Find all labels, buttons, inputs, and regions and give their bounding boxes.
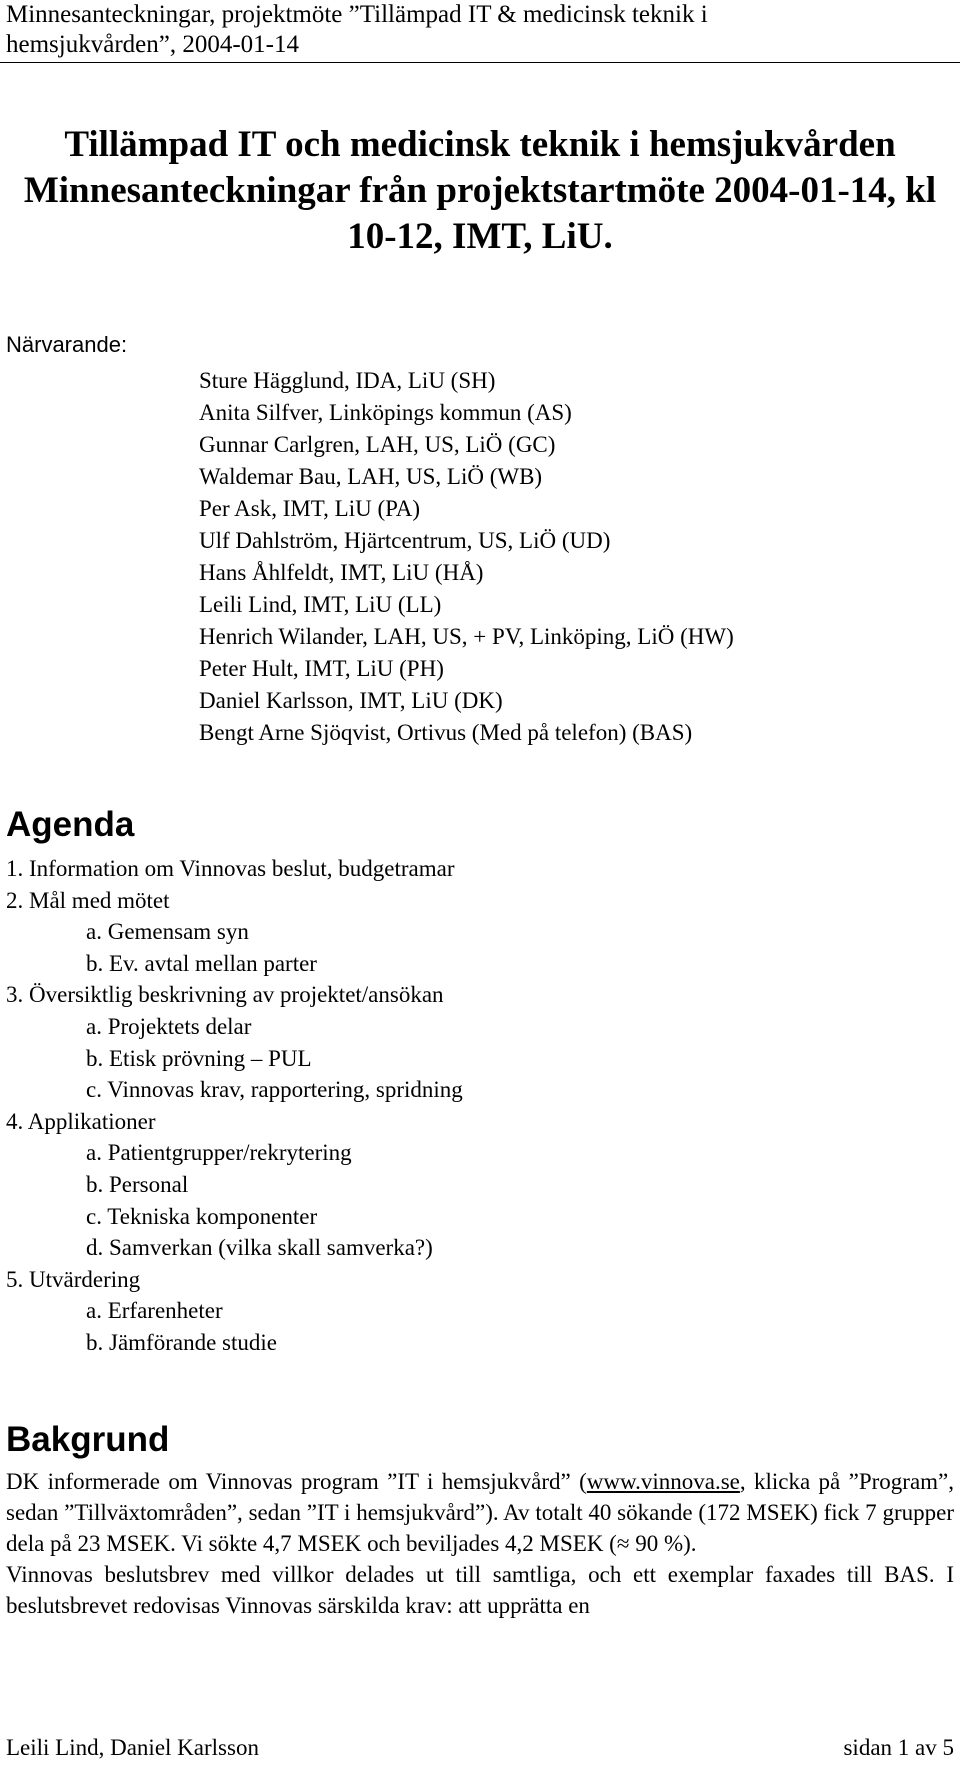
agenda-item: 3. Översiktlig beskrivning av projektet/ansökan <box>6 982 444 1008</box>
agenda-subitem: a. Erfarenheter <box>86 1298 223 1324</box>
agenda-subitem: b. Jämförande studie <box>86 1329 277 1355</box>
title-line-2: Minnesanteckningar från projektstartmöte 2004-01-14, kl <box>23 170 937 211</box>
attendee-item: Daniel Karlsson, IMT, LiU (DK) <box>199 688 503 713</box>
agenda-list <box>6 853 463 1359</box>
attendee-item: Bengt Arne Sjöqvist, Ortivus (Med på telefon) (BAS) <box>199 720 693 745</box>
attendee-item: Anita Silfver, Linköpings kommun (AS) <box>199 400 572 425</box>
attendees-list <box>199 365 734 749</box>
title-line-1: Tillämpad IT och medicinsk teknik i hemsjukvården <box>64 124 896 165</box>
paragraph-text: , klicka på ”Program”, sedan ”Tillväxtområden”, sedan ”IT i hemsjukvård”). Av totalt 40 sökande (172 MSEK) fick 7 grupper dela på 23 MSEK. Vi sökte 4,7 MSEK och beviljades 4,2 MSEK (≈ 90 %). <box>6 1469 955 1556</box>
agenda-subitem: d. Samverkan (vilka skall samverka?) <box>86 1235 433 1261</box>
agenda-subitem: a. Gemensam syn <box>86 919 249 945</box>
agenda-subitem: a. Projektets delar <box>86 1013 252 1039</box>
attendee-item: Ulf Dahlström, Hjärtcentrum, US, LiÖ (UD) <box>199 528 611 553</box>
bakgrund-paragraph-1 <box>6 1466 954 1559</box>
bakgrund-paragraph-2: Vinnovas beslutsbrev med villkor delades ut till samtliga, och ett exemplar faxades till BAS. I beslutsbrevet redovisas Vinnovas särskilda krav: att upprätta en <box>6 1562 954 1618</box>
footer-authors: Leili Lind, Daniel Karlsson <box>6 1735 259 1760</box>
agenda-item: 2. Mål med mötet <box>6 887 170 913</box>
agenda-heading: Agenda <box>6 805 135 844</box>
attendee-item: Leili Lind, IMT, LiU (LL) <box>199 592 442 617</box>
bakgrund-body <box>6 1466 954 1621</box>
agenda-subitem: b. Etisk prövning – PUL <box>86 1045 312 1071</box>
attendee-item: Gunnar Carlgren, LAH, US, LiÖ (GC) <box>199 432 556 457</box>
footer-page-number: sidan 1 av 5 <box>843 1735 954 1760</box>
header-divider <box>0 62 960 63</box>
paragraph-text: DK informerade om Vinnovas program ”IT i hemsjukvård” ( <box>6 1469 587 1494</box>
attendee-item: Hans Åhlfeldt, IMT, LiU (HÅ) <box>199 560 484 585</box>
agenda-subitem: b. Personal <box>86 1171 189 1197</box>
running-header <box>6 0 956 60</box>
agenda-subitem: a. Patientgrupper/rekrytering <box>86 1140 352 1166</box>
attendee-item: Per Ask, IMT, LiU (PA) <box>199 496 421 521</box>
attendee-item: Henrich Wilander, LAH, US, + PV, Linköping, LiÖ (HW) <box>199 624 734 649</box>
agenda-item: 5. Utvärdering <box>6 1266 141 1292</box>
document-title <box>10 122 950 260</box>
agenda-subitem: c. Vinnovas krav, rapportering, spridning <box>86 1077 463 1103</box>
agenda-subitem: b. Ev. avtal mellan parter <box>86 950 317 976</box>
attendee-item: Waldemar Bau, LAH, US, LiÖ (WB) <box>199 464 543 489</box>
title-line-3: 10-12, IMT, LiU. <box>347 216 613 257</box>
agenda-item: 1. Information om Vinnovas beslut, budgetramar <box>6 856 455 881</box>
running-header-line-1: Minnesanteckningar, projektmöte ”Tillämpad IT & medicinsk teknik i <box>6 1 708 28</box>
attendee-item: Sture Hägglund, IDA, LiU (SH) <box>199 368 496 393</box>
agenda-subitem: c. Tekniska komponenter <box>86 1203 318 1229</box>
vinnova-link[interactable]: www.vinnova.se <box>586 1469 740 1494</box>
running-header-line-2: hemsjukvården”, 2004-01-14 <box>6 31 299 58</box>
attendee-item: Peter Hult, IMT, LiU (PH) <box>199 656 444 681</box>
bakgrund-heading: Bakgrund <box>6 1420 170 1459</box>
attendees-label: Närvarande: <box>6 332 128 357</box>
agenda-item: 4. Applikationer <box>6 1108 156 1134</box>
